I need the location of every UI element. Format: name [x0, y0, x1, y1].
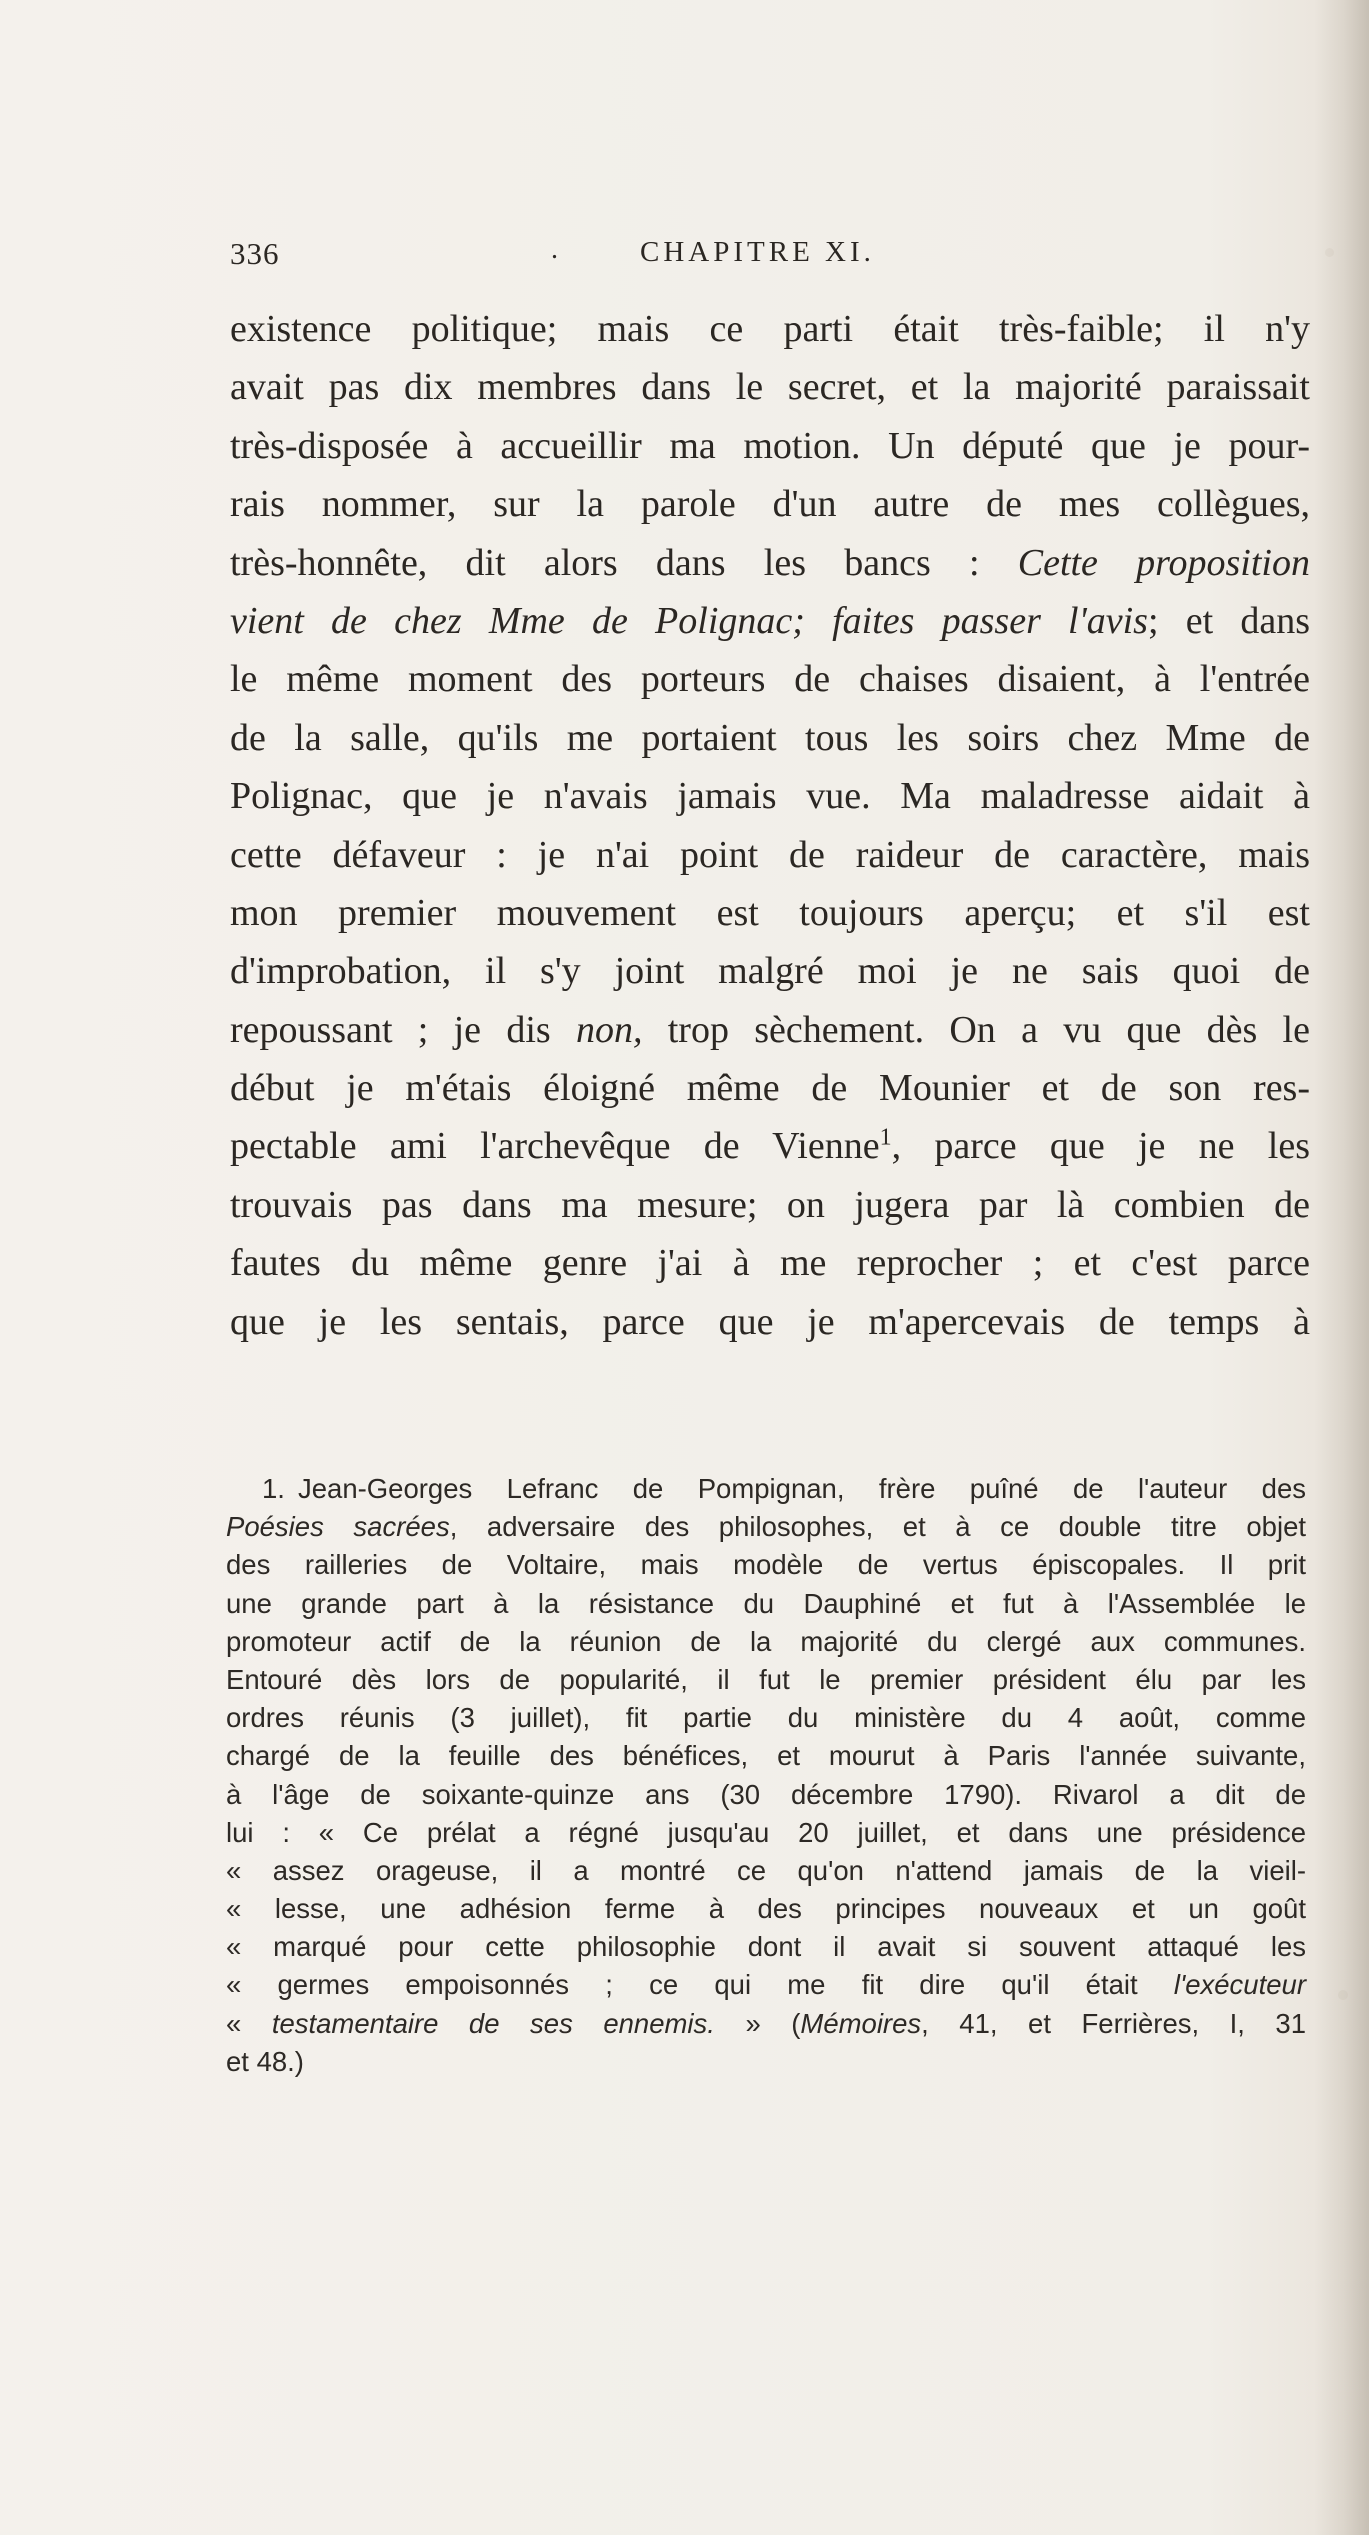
text-span: repoussant ; je dis: [230, 1008, 576, 1051]
footnote-line: [226, 1852, 1306, 1890]
footnote-reference: 1: [879, 1124, 892, 1151]
footnote-italic-title: Poésies sacrées: [226, 1511, 450, 1543]
text-line: [230, 1234, 1310, 1292]
footnote-line: [226, 1508, 1306, 1546]
text-line: [230, 767, 1310, 825]
footnote-line: [226, 1890, 1306, 1928]
footnote-line: [226, 1966, 1306, 2004]
text-span: d'improbation, il s'y joint malgré moi je ne sais quoi de: [230, 950, 1310, 993]
text-span: début je m'étais éloigné même de Mounier et de son res-: [230, 1067, 1310, 1110]
footnote-text: » (: [714, 2007, 801, 2039]
footnote-line: [226, 2043, 1306, 2081]
text-span: rais nommer, sur la parole d'un autre de mes collègues,: [230, 483, 1310, 526]
text-line: [230, 1001, 1310, 1059]
text-line: [230, 884, 1310, 942]
text-span: , parce que je ne les: [891, 1125, 1310, 1168]
main-text: [230, 300, 1310, 1351]
footnote-text: des railleries de Voltaire, mais modèle de vertus épiscopales. Il prit: [226, 1549, 1306, 1581]
text-line: [230, 650, 1310, 708]
text-line: [230, 592, 1310, 650]
footnote-text: à l'âge de soixante-quinze ans (30 décembre 1790). Rivarol a dit de: [226, 1778, 1306, 1810]
text-line: [230, 1176, 1310, 1234]
header-mark: .: [551, 234, 558, 265]
text-line: [230, 417, 1310, 475]
italic-quote: Cette proposition: [1017, 541, 1310, 584]
footnote-line: [226, 1546, 1306, 1584]
text-span: ; et dans: [1147, 599, 1310, 642]
footnote-number: 1.: [262, 1473, 285, 1504]
paper-spot: [1325, 248, 1334, 257]
footnote-text: ordres réunis (3 juillet), fit partie du ministère du 4 août, comme: [226, 1702, 1306, 1734]
text-span: trop sèchement. On a vu que dès le: [642, 1008, 1310, 1051]
footnote-text: chargé de la feuille des bénéfices, et mourut à Paris l'année suivante,: [226, 1740, 1306, 1772]
text-span: très-honnête, dit alors dans les bancs :: [230, 541, 1018, 584]
footnote-text: « germes empoisonnés ; ce qui me fit dire qu'il était: [226, 1969, 1174, 2001]
footnote-line: [226, 1699, 1306, 1737]
footnote-text: « marqué pour cette philosophie dont il avait si souvent attaqué les: [226, 1931, 1306, 1963]
text-span: trouvais pas dans ma mesure; on jugera par là combien de: [230, 1183, 1310, 1226]
footnote-line: [226, 1661, 1306, 1699]
text-span: cette défaveur : je n'ai point de raideur de caractère, mais: [230, 833, 1310, 876]
italic-quote: vient de chez Mme de Polignac; faites passer l'avis: [230, 599, 1148, 642]
footnote-text: une grande part à la résistance du Dauphiné et fut à l'Assemblée le: [226, 1587, 1306, 1619]
text-span: mon premier mouvement est toujours aperçu; et s'il est: [230, 891, 1310, 934]
text-line: [230, 1117, 1310, 1175]
footnote-line: [226, 1737, 1306, 1775]
page-number: 336: [230, 236, 280, 271]
footnote-line: [226, 1814, 1306, 1852]
text-line: [230, 534, 1310, 592]
text-span: Polignac, que je n'avais jamais vue. Ma maladresse aidait à: [230, 775, 1310, 818]
text-span: de la salle, qu'ils me portaient tous les soirs chez Mme de: [230, 716, 1310, 759]
footnote-line: [226, 1776, 1306, 1814]
footnote-line: [226, 1585, 1306, 1623]
page-edge-shadow: [1314, 0, 1369, 2535]
footnote-text: lui : « Ce prélat a régné jusqu'au 20 juillet, et dans une présidence: [226, 1816, 1306, 1848]
footnote-line: [226, 1470, 1306, 1508]
text-span: que je les sentais, parce que je m'apercevais de temps à: [230, 1300, 1310, 1343]
text-line: [230, 1293, 1310, 1351]
text-line: [230, 475, 1310, 533]
text-line: [230, 709, 1310, 767]
footnote-text: , adversaire des philosophes, et à ce double titre objet: [449, 1511, 1306, 1543]
footnote-text: promoteur actif de la réunion de la majorité du clergé aux communes.: [226, 1625, 1306, 1657]
chapter-title: CHAPITRE XI.: [640, 236, 875, 268]
text-line: [230, 826, 1310, 884]
footnote-text: , 41, et Ferrières, I, 31: [921, 2007, 1307, 2039]
text-span: pectable ami l'archevêque de Vienne: [230, 1125, 880, 1168]
footnote: [226, 1470, 1306, 2081]
text-span: avait pas dix membres dans le secret, et la majorité paraissait: [230, 366, 1310, 409]
text-line: [230, 1059, 1310, 1117]
footnote-text: et 48.): [226, 2045, 304, 2077]
text-line: [230, 300, 1310, 358]
text-span: existence politique; mais ce parti était très-faible; il n'y: [230, 308, 1310, 350]
text-line: [230, 358, 1310, 416]
text-line: [230, 942, 1310, 1000]
footnote-text: «: [226, 2007, 272, 2039]
footnote-text: « lesse, une adhésion ferme à des principes nouveaux et un goût: [226, 1893, 1306, 1925]
paper-spot: [1338, 1990, 1348, 2000]
text-span: fautes du même genre j'ai à me reprocher ; et c'est parce: [230, 1242, 1310, 1285]
footnote-italic-title: Mémoires: [800, 2007, 922, 2039]
footnote-italic-quote: testamentaire de ses ennemis.: [271, 2007, 715, 2039]
page-header: [230, 236, 1320, 276]
text-span: le même moment des porteurs de chaises disaient, à l'entrée: [230, 658, 1310, 701]
footnote-italic-quote: l'exécuteur: [1173, 1969, 1306, 2001]
footnote-text: Entouré dès lors de popularité, il fut le premier président élu par les: [226, 1663, 1306, 1695]
footnote-text: « assez orageuse, il a montré ce qu'on n'attend jamais de la vieil-: [226, 1854, 1306, 1886]
footnote-text: Jean-Georges Lefranc de Pompignan, frère puîné de l'auteur des: [298, 1473, 1306, 1504]
text-span: très-disposée à accueillir ma motion. Un député que je pour-: [230, 424, 1310, 467]
footnote-line: [226, 1928, 1306, 1966]
footnote-line: [226, 2005, 1306, 2043]
italic-word: non,: [575, 1008, 643, 1051]
footnote-line: [226, 1623, 1306, 1661]
